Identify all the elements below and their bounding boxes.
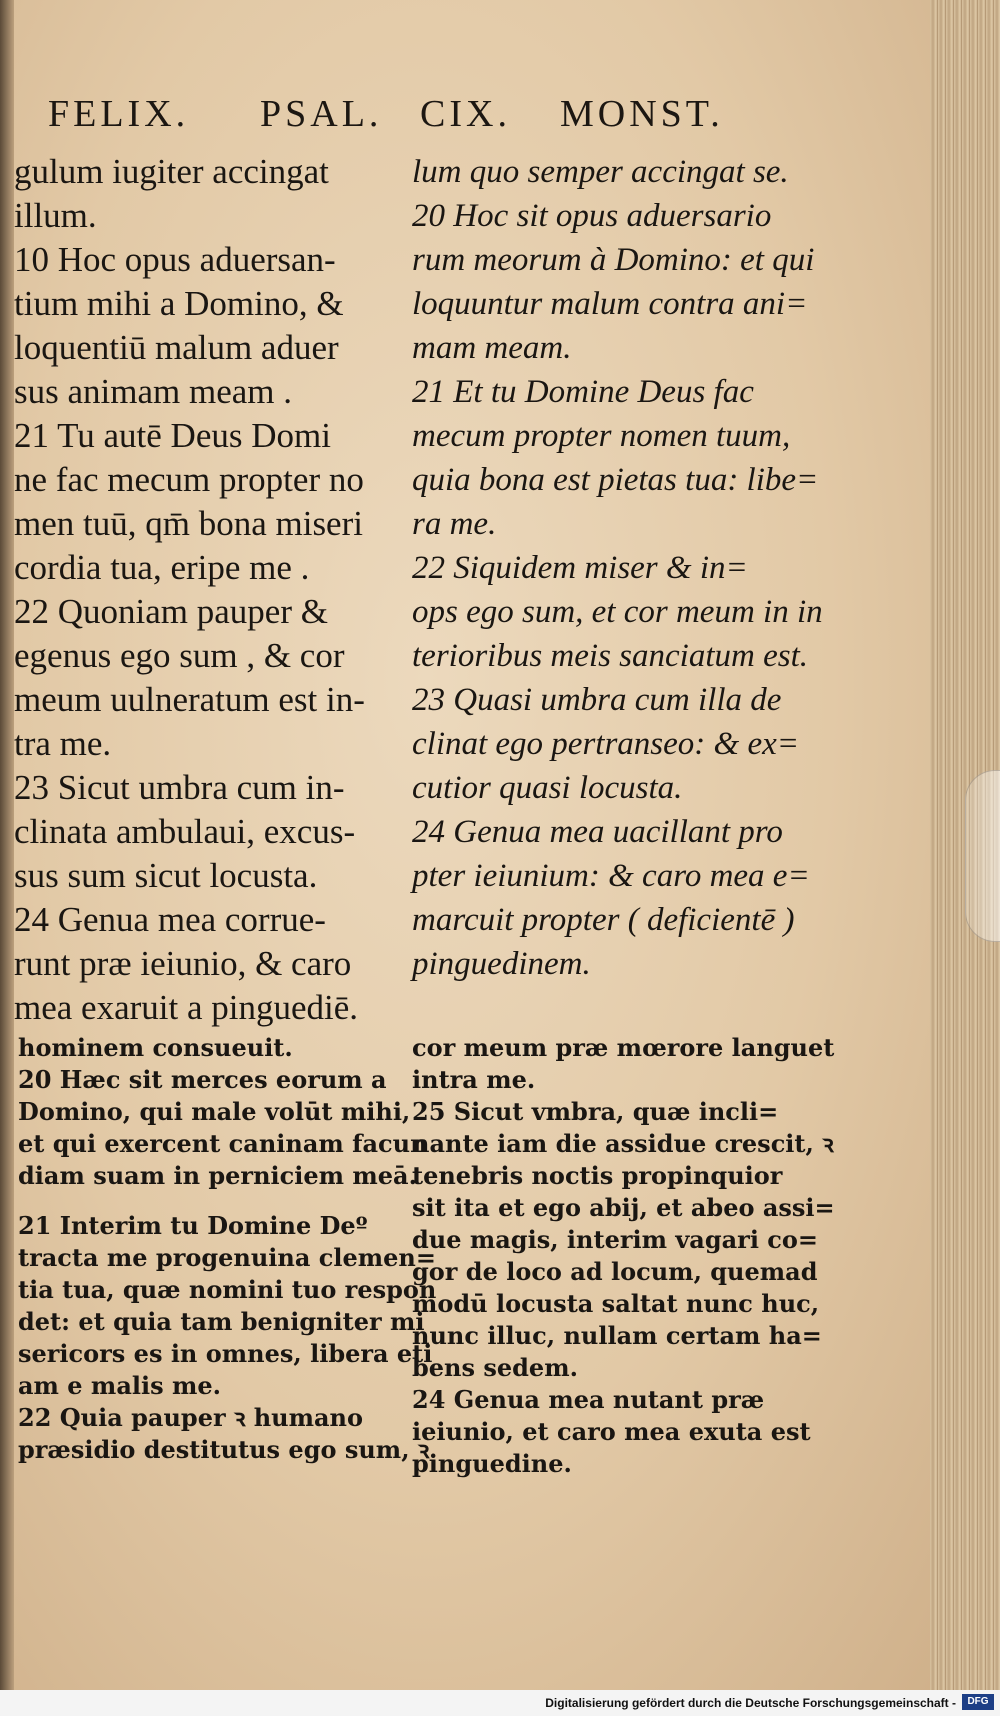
text-line: 23 Sicut umbra cum in- <box>14 768 345 807</box>
text-line: intra me. <box>412 1065 536 1094</box>
text-line: Domino, qui male volūt mihi, <box>18 1097 411 1126</box>
column-monst-lower-blackletter <box>412 1032 835 1480</box>
text-line: 20 Hoc sit opus aduersario <box>412 198 772 234</box>
funding-credit: Digitalisierung gefördert durch die Deutsche Forschungsgemeinschaft - <box>545 1696 956 1710</box>
text-line: sericors es in omnes, libera eti <box>18 1339 433 1368</box>
text-line: hominem consueuit. <box>18 1033 293 1062</box>
text-line: 24 Genua mea corrue- <box>14 900 326 939</box>
text-line: runt præ ieiunio, & caro <box>14 944 352 983</box>
dfg-logo: DFG <box>962 1694 994 1710</box>
text-line: 23 Quasi umbra cum illa de <box>412 682 782 718</box>
text-line: 20 Hæc sit merces eorum a <box>18 1065 387 1094</box>
text-line: 10 Hoc opus aduersan- <box>14 240 336 279</box>
text-line: ieiunio, et caro mea exuta est <box>412 1417 811 1446</box>
text-line: bens sedem. <box>412 1353 578 1382</box>
running-head-psal: PSAL. <box>260 93 383 135</box>
text-line: am e malis me. <box>18 1371 221 1400</box>
text-line: 22 Quia pauper ꝛ humano <box>18 1403 363 1432</box>
text-line: pter ieiunium: & caro mea e= <box>412 858 810 894</box>
text-line: cor meum præ mœrore languet <box>412 1033 835 1062</box>
text-line: tium mihi a Domino, & <box>14 284 344 323</box>
text-line: mea exaruit a pinguediē. <box>14 988 359 1027</box>
text-line: egenus ego sum , & cor <box>14 636 345 675</box>
running-head-felix: FELIX. <box>48 93 190 135</box>
spine-shadow <box>0 0 14 1690</box>
text-line: tenebris noctis propinquior <box>412 1161 783 1190</box>
text-line: cutior quasi locusta. <box>412 770 683 806</box>
text-line: tra me. <box>14 724 112 763</box>
text-line: mecum propter nomen tuum, <box>412 418 791 454</box>
text-line: 22 Siquidem miser & in= <box>412 550 748 586</box>
text-line: ne fac mecum propter no <box>14 460 364 499</box>
text-line: rum meorum à Domino: et qui <box>412 242 815 278</box>
text-line: men tuū, qm̄ bona miseri <box>14 504 363 543</box>
running-head <box>48 92 928 142</box>
running-head-cix: CIX. <box>420 93 511 135</box>
text-line: mam meam. <box>412 330 572 366</box>
text-line: 22 Quoniam pauper & <box>14 592 328 631</box>
text-line: loquuntur malum contra ani= <box>412 286 808 322</box>
text-line: 24 Genua mea nutant præ <box>412 1385 765 1414</box>
text-line: loquentiū malum aduer <box>14 328 339 367</box>
text-line: 21 Tu autē Deus Domi <box>14 416 331 455</box>
text-line: tia tua, quæ nomini tuo respon <box>18 1275 437 1304</box>
text-line: pinguedinem. <box>412 946 591 982</box>
text-line: marcuit propter ( deficientē ) <box>412 902 795 938</box>
text-line: clinata ambulaui, excus- <box>14 812 356 851</box>
text-line: tracta me progenuina clemen= <box>18 1243 436 1272</box>
text-line: ra me. <box>412 506 497 542</box>
text-line: pinguedine. <box>412 1449 572 1478</box>
text-line: et qui exercent caninam facun <box>18 1129 428 1158</box>
text-line: meum uulneratum est in- <box>14 680 365 719</box>
text-line: nante iam die assidue crescit, ꝛ <box>412 1129 834 1158</box>
text-line: terioribus meis sanciatum est. <box>412 638 808 674</box>
text-line: clinat ego pertranseo: & ex= <box>412 726 800 762</box>
text-line: lum quo semper accingat se. <box>412 154 789 190</box>
text-line: diam suam in perniciem meā. <box>18 1161 417 1190</box>
text-line: due magis, interim vagari co= <box>412 1225 819 1254</box>
text-line: sit ita et ego abij, et abeo assi= <box>412 1193 835 1222</box>
glass-weight <box>965 770 1000 942</box>
text-line: quia bona est pietas tua: libe= <box>412 462 819 498</box>
column-monst-upper <box>412 150 823 986</box>
text-line: 25 Sicut vmbra, quæ incli= <box>412 1097 779 1126</box>
text-line: det: et quia tam benigniter mi <box>18 1307 425 1336</box>
text-line: nunc illuc, nullam certam ha= <box>412 1321 822 1350</box>
text-line: modū locusta saltat nunc huc, <box>412 1289 820 1318</box>
column-felix-lower-blackletter <box>18 1032 436 1466</box>
text-line: 21 Interim tu Domine Deº <box>18 1211 368 1240</box>
text-line: præsidio destitutus ego sum, ꝛ <box>18 1435 430 1464</box>
text-line: illum. <box>14 196 97 235</box>
text-line: cordia tua, eripe me . <box>14 548 310 587</box>
text-line: gor de loco ad locum, quemad <box>412 1257 818 1286</box>
text-line: 24 Genua mea uacillant pro <box>412 814 783 850</box>
text-line: 21 Et tu Domine Deus fac <box>412 374 754 410</box>
running-head-monst: MONST. <box>560 93 724 135</box>
text-line: ops ego sum, et cor meum in in <box>412 594 823 630</box>
text-line: gulum iugiter accingat <box>14 152 329 191</box>
column-felix-upper <box>14 150 365 1030</box>
text-line: sus sum sicut locusta. <box>14 856 318 895</box>
text-line: sus animam meam . <box>14 372 293 411</box>
